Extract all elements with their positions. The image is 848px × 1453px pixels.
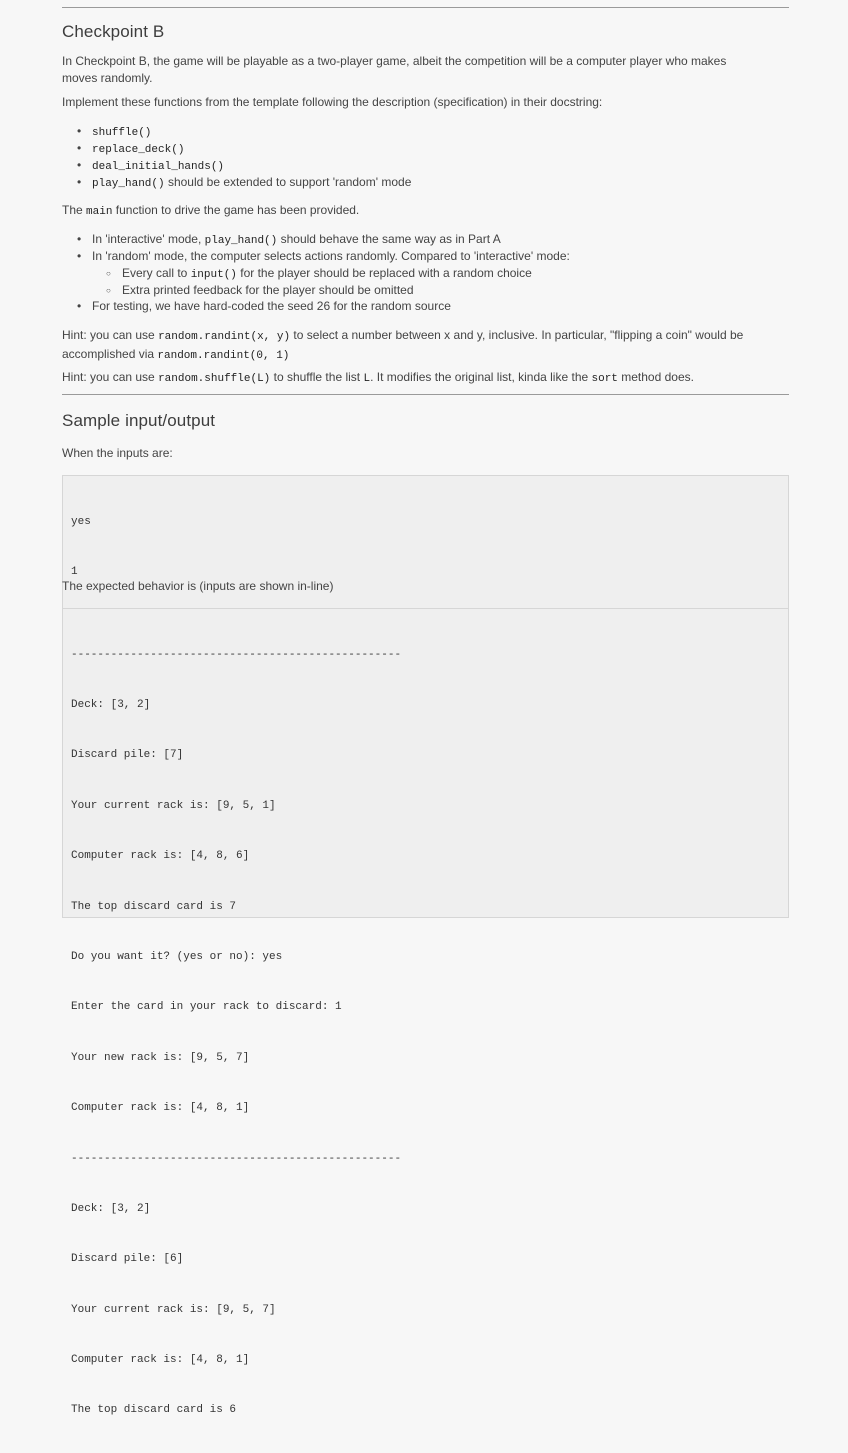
function-list (62, 123, 411, 191)
code-line: Discard pile: [6] (71, 1253, 184, 1266)
code-line: The top discard card is 6 (71, 1404, 237, 1417)
random-mode-sublist (62, 265, 532, 299)
code-line: Computer rack is: [4, 8, 1] (71, 1354, 250, 1367)
mode-interactive: • In 'interactive' mode, play_hand() should behave the same way as in Part A (62, 231, 570, 248)
seed-list (62, 298, 451, 315)
code-line: -------------------------------------------------- (71, 648, 402, 661)
code-line: Deck: [3, 2] (71, 1202, 151, 1215)
code-line: Your new rack is: [9, 5, 7] (71, 1051, 250, 1064)
function-item (62, 123, 411, 140)
code-line: Deck: [3, 2] (71, 698, 151, 711)
main-text: The main function to drive the game has been provided. (62, 203, 360, 218)
code-line: yes (71, 515, 91, 528)
function-item (62, 140, 411, 157)
sub-item: ○ Every call to input() for the player should be replaced with a random choice (62, 265, 532, 282)
code-line: -------------------------------------------------- (71, 1152, 402, 1165)
sample-output-block (62, 608, 789, 1417)
code-line: Enter the card in your rack to discard: 1 (71, 1001, 342, 1014)
checkpoint-title: Checkpoint B (62, 22, 165, 41)
code-line: Computer rack is: [4, 8, 1] (71, 1102, 250, 1115)
code-line: Do you want it? (yes or no): yes (71, 950, 283, 963)
implement-text: Implement these functions from the template following the description (specification) in their docstring: (62, 95, 603, 109)
sub-item: ○ Extra printed feedback for the player should be omitted (62, 282, 532, 299)
sample-title: Sample input/output (62, 411, 216, 430)
mode-random: • In 'random' mode, the computer selects actions randomly. Compared to 'interactive' mode: (62, 248, 570, 265)
seed-item: • For testing, we have hard-coded the seed 26 for the random source (62, 298, 451, 315)
function-code: shuffle() (92, 127, 152, 139)
mode-list (62, 231, 570, 265)
expected-label: The expected behavior is (inputs are shown in-line) (62, 579, 334, 593)
hint-shuffle: Hint: you can use random.shuffle(L) to shuffle the list L. It modifies the original list, kinda like the sort method does. (62, 370, 694, 385)
inputs-label: When the inputs are: (62, 446, 173, 460)
function-code: replace_deck() (92, 144, 185, 156)
function-item (62, 174, 411, 191)
code-line: Your current rack is: [9, 5, 1] (71, 799, 276, 812)
section-divider (62, 394, 789, 395)
function-code: play_hand() (92, 178, 165, 190)
code-line: Discard pile: [7] (71, 749, 184, 762)
checkpoint-intro: In Checkpoint B, the game will be playable as a two-player game, albeit the competition will be a computer player who makes moves randomly. (62, 54, 727, 85)
code-line: Your current rack is: [9, 5, 7] (71, 1303, 276, 1316)
code-line: Computer rack is: [4, 8, 6] (71, 850, 250, 863)
code-line: 1 (71, 565, 78, 578)
function-code: deal_initial_hands() (92, 161, 225, 173)
function-desc: should be extended to support 'random' mode (164, 175, 412, 189)
hint-randint: Hint: you can use random.randint(x, y) to select a number between x and y, inclusive. In particular, "flipping a coin" would be accomplished via random.randint(0, 1) (62, 328, 744, 362)
code-line: The top discard card is 7 (71, 900, 237, 913)
function-item (62, 157, 411, 174)
section-divider (62, 7, 789, 8)
